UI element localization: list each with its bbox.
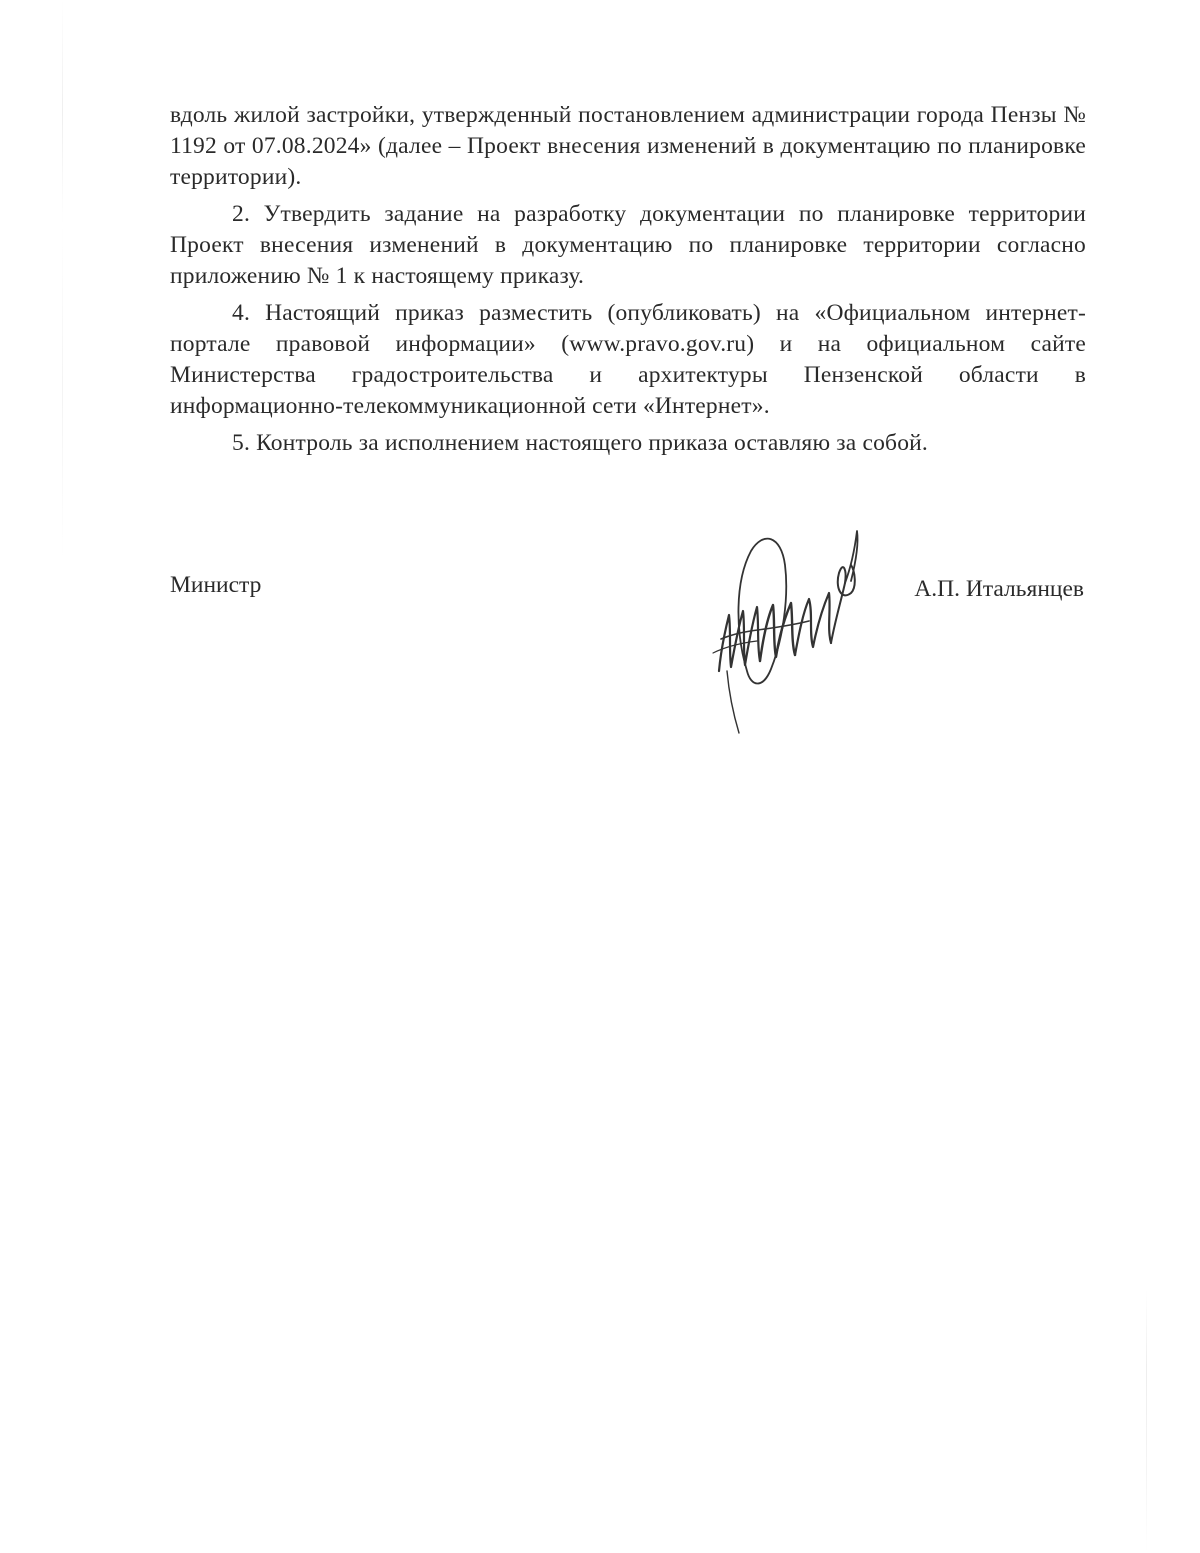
signer-position: Министр	[170, 572, 262, 598]
paragraph-item-2: 2. Утвердить задание на разработку документации по планировке территории Проект внесения изменений в документацию по планировке территории согласно приложению № 1 к настоящему приказу.	[170, 201, 1086, 289]
scan-edge-artifact	[62, 0, 63, 560]
document-body	[170, 100, 1086, 459]
handwritten-signature	[705, 521, 880, 741]
paragraph-item-5: 5. Контроль за исполнением настоящего приказа оставляю за собой.	[232, 430, 928, 456]
signer-name: А.П. Итальянцев	[914, 576, 1084, 602]
paragraph-item-4: 4. Настоящий приказ разместить (опубликовать) на «Официальном интернет-портале правовой информации» (www.pravo.gov.ru) и на официальном сайте Министерства градостроительства и архитектуры Пензенской области в информационно-телекоммуникационной сети «Интернет».	[170, 300, 1086, 419]
signature-block	[170, 566, 1086, 766]
scan-edge-artifact	[1146, 1290, 1147, 1553]
paragraph-continuation: вдоль жилой застройки, утвержденный постановлением администрации города Пензы № 1192 от 07.08.2024» (далее – Проект внесения изменений в документацию по планировке территории).	[170, 102, 1086, 190]
